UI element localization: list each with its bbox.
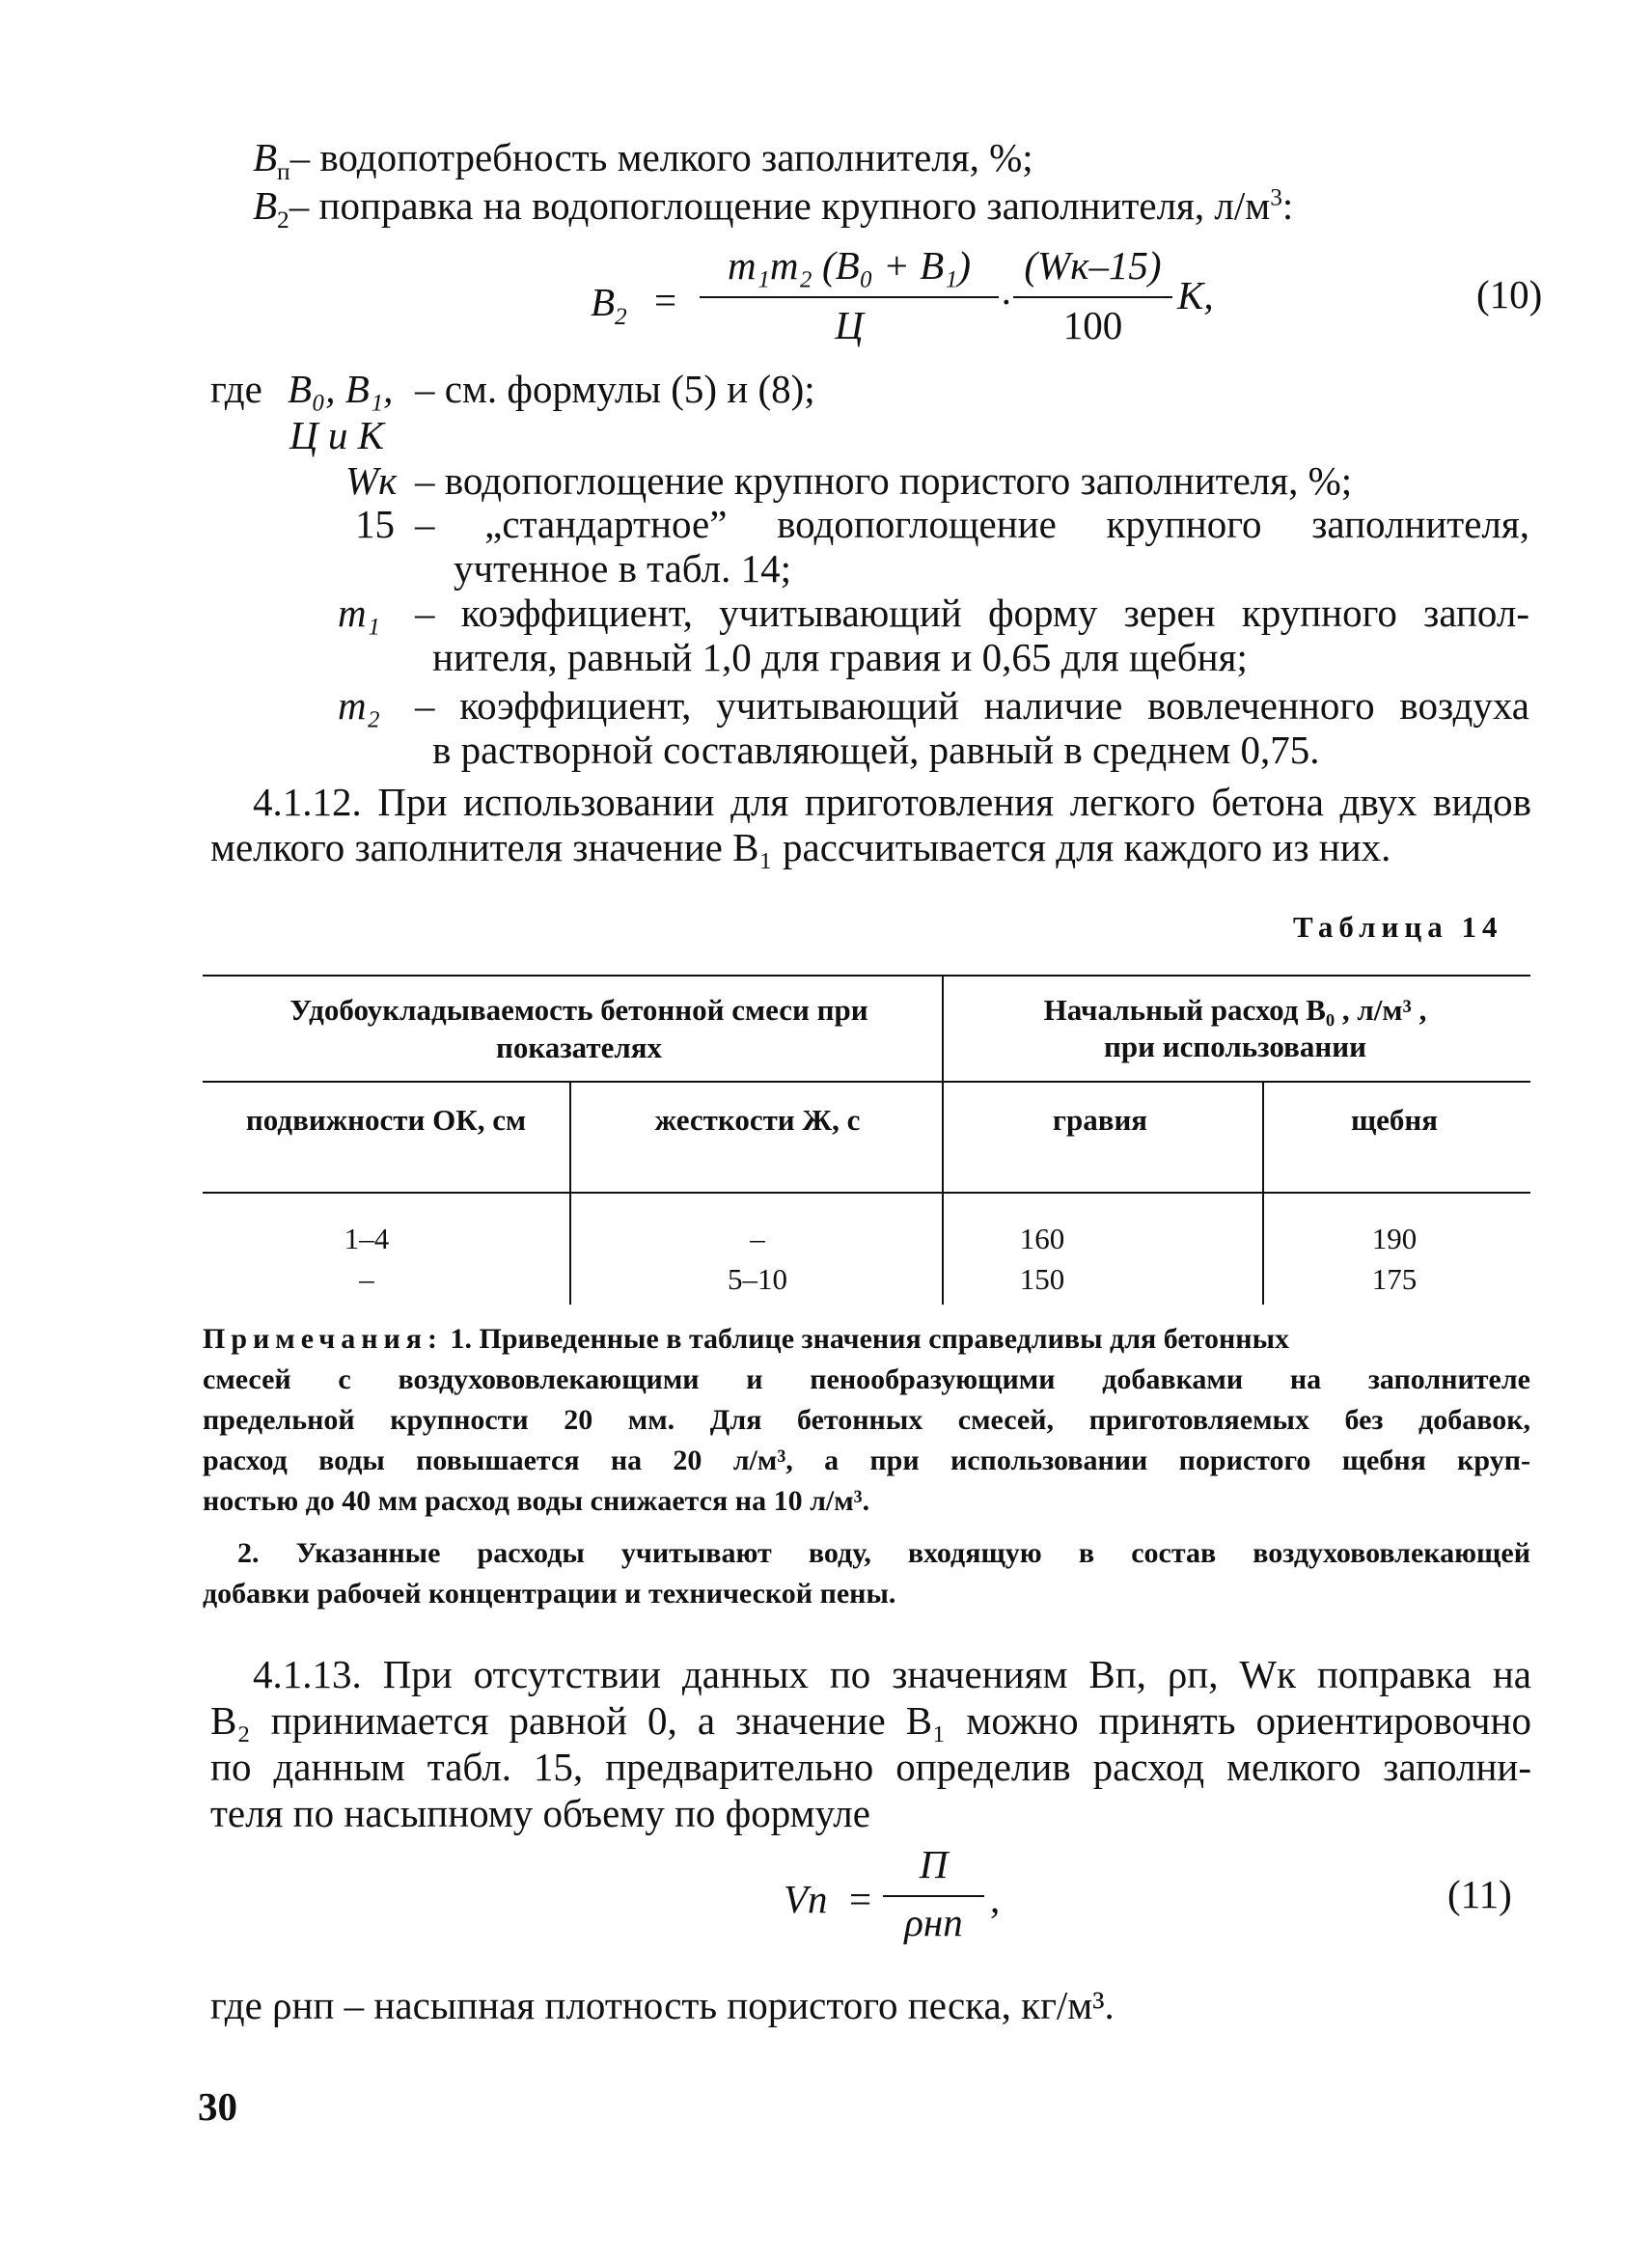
formula10-lhs: $B_2$ <box>591 280 627 331</box>
table-top-rule <box>203 975 1530 977</box>
para-4-1-13-line4: теля по насыпному объему по формуле <box>210 1791 870 1835</box>
where-text-15-line2: учтенное в табл. 14; <box>454 546 791 591</box>
para-4-1-13-line1: 4.1.13. При отсутствии данных по значениям Bп, ρп, Wк поправка на <box>253 1652 1531 1696</box>
formula11-number: (11) <box>1447 1872 1512 1916</box>
where-sym-ck: Ц и К <box>289 413 384 457</box>
table-header-right-2: при использовании <box>1104 1030 1366 1063</box>
where-text-15-line1: – „стандартное” водопоглощение крупного заполнителя, <box>415 502 1529 546</box>
formula10-eq: = <box>654 278 677 322</box>
note-1-line-4: расход воды повышается на 20 л/м³, а при использовании пористого щебня круп- <box>203 1445 1530 1476</box>
formula10-den1: Ц <box>835 303 864 347</box>
para-4-1-12-line2: мелкого заполнителя значение B₁ рассчитывается для каждого из них. <box>210 825 1391 869</box>
para-4-1-13-line2: B₂ принимается равной 0, а значение B₁ можно принять ориентировочно <box>210 1698 1531 1743</box>
formula10-tail: K, <box>1177 273 1214 317</box>
where-text-wk: – водопоглощение крупного пористого заполнителя, %; <box>415 458 1353 503</box>
where-sym-m1: m₁ <box>338 591 380 635</box>
formula10-dot: · <box>1000 280 1013 324</box>
note-1-line-1: Примечания: 1. Приведенные в таблице значения справедливы для бетонных <box>203 1323 1290 1355</box>
formula11-eq: = <box>849 1877 872 1921</box>
formula11-num: П <box>919 1842 949 1886</box>
formula10-num2: (Wк–15) <box>1024 243 1162 288</box>
note-2-line-2: добавки рабочей концентрации и технической пены. <box>203 1578 896 1610</box>
where-text-m1-line2: нителя, равный 1,0 для гравия и 0,65 для щебня; <box>432 635 1248 679</box>
where-sym-m2: m₂ <box>338 683 380 728</box>
para-4-1-12-line1: 4.1.12. При использовании для приготовления легкого бетона двух видов <box>253 780 1531 824</box>
def-bp: $B_п-$ водопотребность мелкого заполнителя, %; <box>253 135 1033 186</box>
cell-crushed: 190 <box>1371 1222 1418 1255</box>
cell-zh: 5–10 <box>728 1262 787 1296</box>
formula10-fraction-1 <box>700 243 999 347</box>
table-vline-left <box>569 1081 571 1305</box>
cell-zh: – <box>750 1222 765 1255</box>
where-text-b0b1: – см. формулы (5) и (8); <box>415 367 815 411</box>
subheader-zh: жесткости Ж, с <box>654 1103 861 1137</box>
cell-gravel: 150 <box>1019 1262 1065 1296</box>
where-lead: где <box>210 367 262 411</box>
note-1-line-5: ностью до 40 мм расход воды снижается на 10 л/м³. <box>203 1485 870 1517</box>
formula10-number: (10) <box>1476 272 1543 317</box>
table-header-left: Удобоукладываемость бетонной смеси при показателях <box>289 993 868 1064</box>
note-1-line-2: смесей с воздухововлекающими и пенообразующими добавками на заполнителе <box>203 1363 1530 1395</box>
formula11-tail: , <box>990 1877 1001 1921</box>
subheader-gravel: гравия <box>1052 1103 1148 1137</box>
table-mid-rule <box>203 1081 1530 1083</box>
notes-label: Примечания: <box>203 1323 444 1355</box>
para-4-1-13-line3: по данным табл. 15, предварительно определив расход мелкого заполни- <box>210 1745 1531 1789</box>
where-sym-wk: Wк <box>345 458 398 503</box>
cell-ok: – <box>359 1262 374 1296</box>
subheader-crushed: щебня <box>1350 1103 1439 1137</box>
note-1-line-3: предельной крупности 20 мм. Для бетонных смесей, приготовляемых без добавок, <box>203 1404 1530 1436</box>
where-text-m2-line2: в растворной составляющей, равный в среднем 0,75. <box>432 728 1320 772</box>
table-head-rule <box>203 1192 1530 1194</box>
cell-crushed: 175 <box>1371 1262 1418 1296</box>
final-where: где ρнп – насыпная плотность пористого песка, кг/м³. <box>210 1983 1115 2027</box>
subheader-ok: подвижности ОК, см <box>245 1103 527 1137</box>
table-vline-center <box>942 975 944 1305</box>
formula10-fraction-2 <box>1013 243 1172 347</box>
where-text-m2-line1: – коэффициент, учитывающий наличие вовлеченного воздуха <box>415 683 1529 728</box>
formula11-lhs: Vп <box>784 1877 828 1921</box>
cell-gravel: 160 <box>1019 1222 1065 1255</box>
cell-ok: 1–4 <box>344 1222 390 1255</box>
note-2-line-1: 2. Указанные расходы учитывают воду, входящую в состав воздухововлекающей <box>237 1537 1530 1569</box>
formula10-num1: m₁m₂ (B₀ + B₁) <box>727 243 972 288</box>
formula10-den2: 100 <box>1062 303 1123 347</box>
where-sym-15: 15 <box>355 502 395 546</box>
page-number: 30 <box>198 2084 237 2129</box>
table-caption: Таблица 14 <box>1293 910 1503 944</box>
table-header-right-1: Начальный расход B₀ , л/м³ , <box>1043 993 1427 1027</box>
def-b2: $B_2-$ поправка на водопоглощение крупного заполнителя, $л/м^3$: <box>253 183 1294 234</box>
where-sym-b0b1: B₀, B₁, <box>288 367 394 411</box>
formula11-fraction <box>883 1842 984 1946</box>
where-text-m1-line1: – коэффициент, учитывающий форму зерен крупного запол- <box>415 591 1529 635</box>
formula11-den: ρнп <box>904 1900 963 1944</box>
